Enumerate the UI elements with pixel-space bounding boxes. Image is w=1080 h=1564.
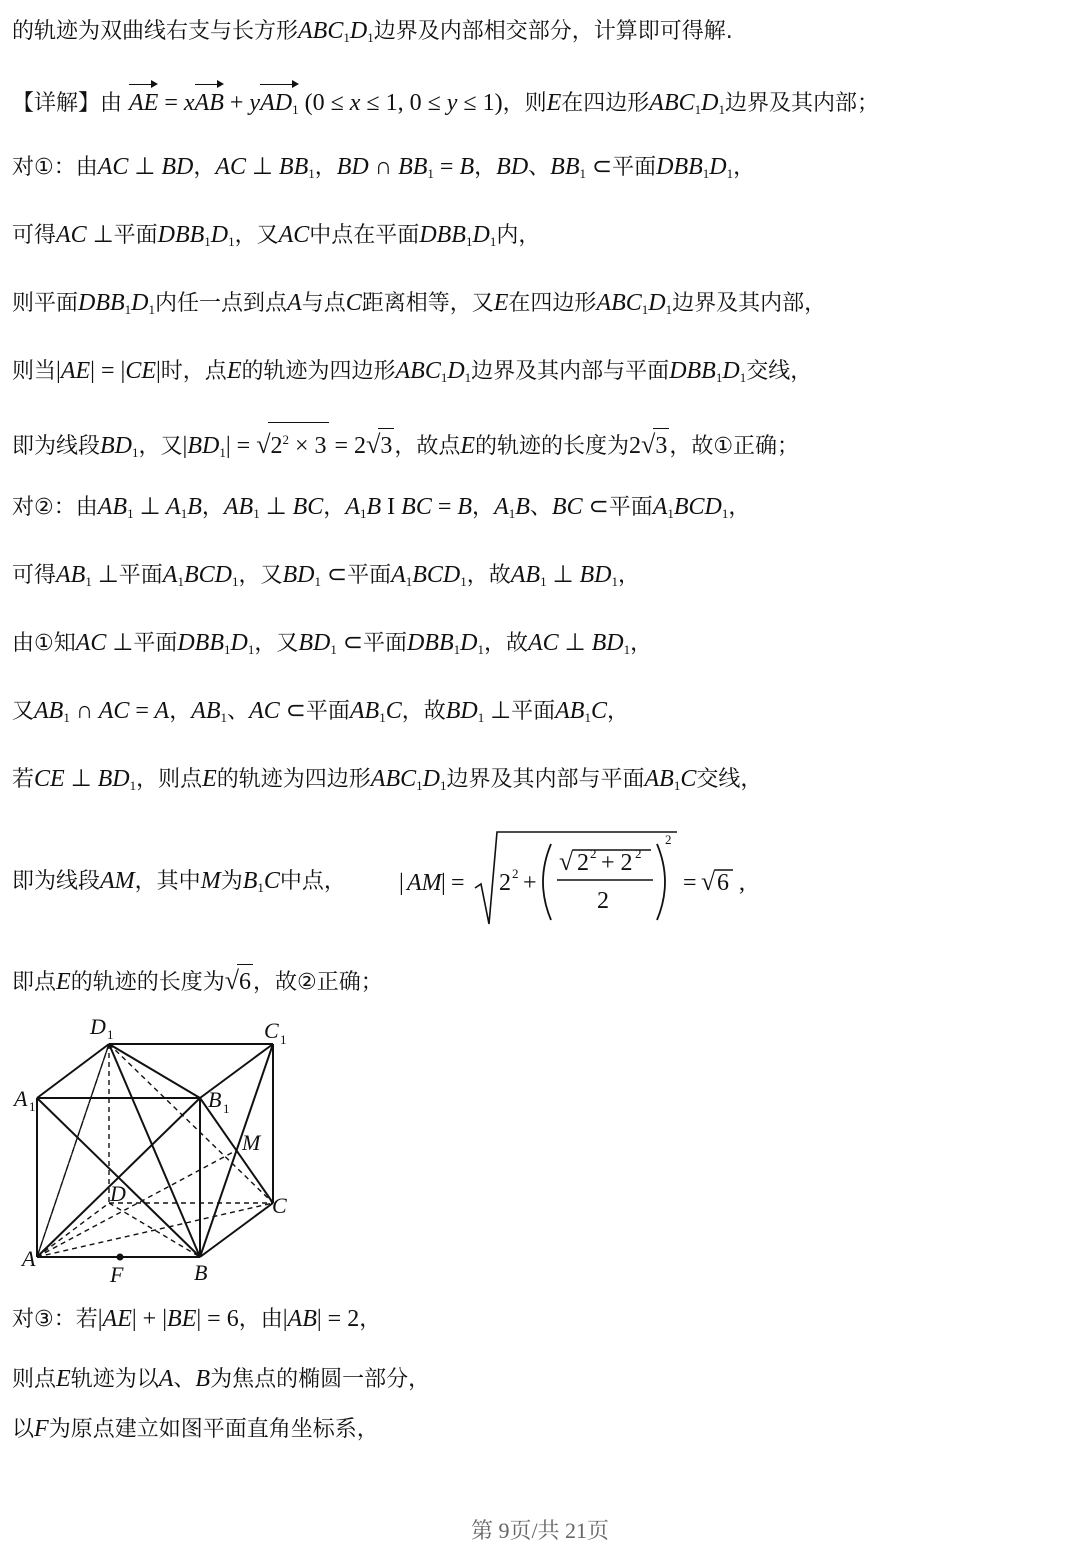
svg-text:+ 2: + 2 [601, 850, 633, 876]
svg-text:+: + [523, 870, 537, 896]
svg-text:C: C [264, 1018, 279, 1043]
svg-text:2: 2 [590, 846, 597, 861]
svg-text:1: 1 [223, 1101, 230, 1116]
text-line-9: 可得$AB_1$ ⊥平面$A_1BCD_1$，又$BD_1$ ⊂平面$A_1BCD_1$，故$AB_1$ ⊥ $BD_1$， [12, 562, 641, 589]
svg-text:1: 1 [107, 1027, 114, 1042]
edge-d1-b [109, 1044, 200, 1257]
text-line-4: 可得AC ⊥平面$DBB_1D_1$，又AC中点在平面$DBB_1D_1$内， [12, 222, 541, 249]
text-line-16: 则点E轨迹为以A、B为焦点的椭圆一部分， [12, 1366, 431, 1392]
text-line-7: 即为线段$BD_1$，又$|BD_1| = √2^2 \times 3 = 2√3$，故点E的轨迹的长度为2√3，故①正确； [12, 422, 799, 470]
svg-text:2: 2 [577, 850, 589, 876]
text-line-17: 以F为原点建立如图平面直角坐标系， [12, 1416, 379, 1442]
svg-text:=: = [683, 870, 697, 896]
svg-text:A: A [14, 1086, 28, 1111]
svg-text:2: 2 [597, 888, 609, 914]
cube-figure [10, 1010, 310, 1290]
svg-text:1: 1 [280, 1032, 287, 1047]
svg-text:A: A [22, 1246, 36, 1271]
svg-text:=: = [451, 870, 465, 896]
text-line-10: 由①知AC ⊥平面$DBB_1D_1$，又$BD_1$ ⊂平面$DBB_1D_1$，故AC ⊥ $BD_1$， [12, 630, 653, 657]
math-quad: $ABC_1D_1$ [298, 18, 374, 45]
svg-text:2: 2 [499, 870, 511, 896]
text-line-15: 对③：若|AE| + |BE| = 6，由|AB| = 2， [12, 1306, 382, 1332]
svg-text:F: F [110, 1262, 124, 1287]
text-line-3: 对①：由AC ⊥ BD，AC ⊥ $BB_1$，BD ∩ $BB_1 = B$，BD、$BB_1$ ⊂平面$DBB_1D_1$， [12, 154, 756, 181]
svg-text:D: D [90, 1014, 106, 1039]
text-line-11: 又$AB_1$ ∩ AC = A，$AB_1$、AC ⊂平面$AB_1C$，故$BD_1$ ⊥平面$AB_1C$， [12, 698, 629, 725]
svg-text:6: 6 [717, 870, 729, 896]
svg-text:,: , [739, 870, 745, 896]
svg-text:|: | [399, 870, 404, 896]
svg-text:C: C [272, 1193, 287, 1218]
text-line-1: 的轨迹为双曲线右支与长方形$ABC_1D_1$边界及内部相交部分，计算即可得解. [12, 18, 733, 45]
text-line-8: 对②：由$AB_1$ ⊥ $A_1B$，$AB_1$ ⊥ BC，$A_1B$ I BC = B，$A_1B$、BC ⊂平面$A_1BCD_1$， [12, 494, 751, 521]
point-f [117, 1254, 124, 1261]
edge-b-c [200, 1203, 273, 1257]
svg-text:B: B [208, 1087, 222, 1112]
am-length-expression [395, 828, 765, 928]
svg-text:|: | [441, 870, 446, 896]
svg-text:√: √ [701, 867, 716, 896]
svg-text:D: D [110, 1181, 126, 1206]
edge-d1-c [109, 1044, 273, 1203]
svg-text:1: 1 [29, 1099, 36, 1114]
svg-text:M: M [242, 1130, 261, 1155]
svg-text:2: 2 [635, 846, 642, 861]
svg-text:2: 2 [665, 832, 672, 847]
svg-text:2: 2 [512, 866, 519, 881]
text-line-14: 即点E的轨迹的长度为√6，故②正确； [12, 964, 383, 1000]
text-line-5: 则平面$DBB_1D_1$内任一点到点A与点C距离相等，又E在四边形$ABC_1D_1$边界及其内部， [12, 290, 827, 317]
text-line-12: 若CE ⊥ $BD_1$，则点E的轨迹为四边形$ABC_1D_1$边界及其内部与平面$AB_1C$交线， [12, 766, 763, 793]
page-footer: 第 9页/共 21页 [470, 1518, 610, 1543]
text-line-13: 即为线段AM，其中M为$B_1C$中点， [12, 868, 346, 895]
edge-d1-b1 [109, 1044, 200, 1098]
edge-a1-d1 [37, 1044, 109, 1098]
text-line-2: 【详解】由 AE = xAB + yAD$_1$ (0 ≤ x ≤ 1, 0 ≤ y ≤ 1)，则E在四边形$ABC_1D_1$边界及其内部； [12, 82, 879, 127]
svg-text:√: √ [559, 847, 574, 876]
svg-text:B: B [194, 1260, 208, 1285]
math-vector-eq: AE = xAB + yAD$_1$ (0 ≤ x ≤ 1, 0 ≤ y ≤ 1) [129, 90, 503, 116]
svg-text:AM: AM [407, 870, 442, 896]
text-line-6: 则当|AE| = |CE|时，点E的轨迹为四边形$ABC_1D_1$边界及其内部与平面$DBB_1D_1$交线， [12, 358, 813, 385]
